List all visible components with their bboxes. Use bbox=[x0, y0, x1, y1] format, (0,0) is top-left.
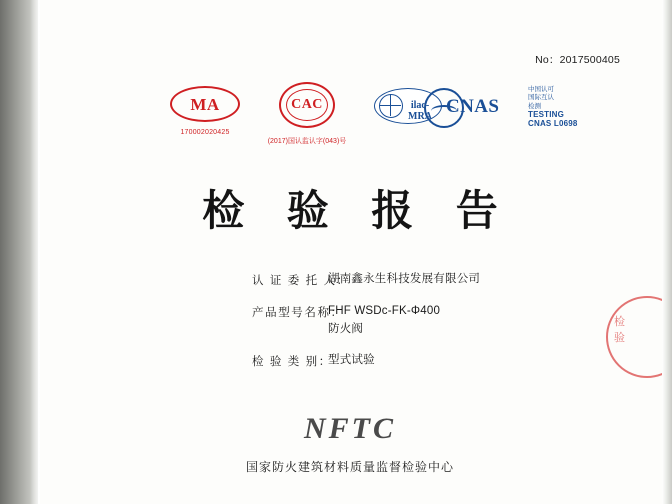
cac-logo bbox=[260, 82, 354, 146]
cac-logo-code: (2017)国认监认字(043)号 bbox=[267, 138, 347, 145]
field-value-product bbox=[328, 304, 572, 337]
field-label-client: 认 证 委 托 人： bbox=[252, 275, 350, 287]
paper-surface bbox=[38, 0, 662, 504]
field-row-product bbox=[252, 304, 572, 337]
page-edge-right bbox=[662, 0, 672, 504]
binding-edge-highlight bbox=[30, 0, 40, 504]
field-value-client: 湖南鑫永生科技发展有限公司 bbox=[328, 273, 481, 285]
seal-line-2: 验 bbox=[614, 332, 626, 344]
field-label-product: 产品型号名称： bbox=[252, 307, 344, 319]
serial-number: No：2017500405 bbox=[535, 54, 620, 66]
page-title: 检 验 报 告 bbox=[202, 189, 514, 235]
field-label-test-type: 检 验 类 别： bbox=[252, 356, 332, 368]
ma-logo bbox=[166, 86, 244, 136]
organization-name: 国家防火建筑材料质量监督检验中心 bbox=[245, 460, 454, 474]
cnas-line-1: 中国认可 bbox=[528, 86, 554, 93]
cac-logo-circle bbox=[279, 82, 335, 128]
seal-line-1: 检 bbox=[614, 316, 626, 328]
cnas-line-2: 国际互认 bbox=[528, 94, 554, 102]
cnas-line-5: CNAS L0698 bbox=[528, 118, 578, 128]
cnas-accreditation-text bbox=[528, 86, 578, 128]
cnas-line-3: 检测 bbox=[528, 102, 541, 110]
field-row-test-type bbox=[252, 353, 572, 369]
cnas-logo-text: CNAS bbox=[446, 96, 500, 117]
seal-text bbox=[614, 314, 658, 346]
field-value-product-model: FHF WSDc-FK-Φ400 bbox=[328, 305, 441, 317]
ma-logo-code: 170002020425 bbox=[180, 129, 230, 136]
report-fields bbox=[252, 272, 572, 385]
certification-logos-row bbox=[38, 78, 662, 144]
brand-logo-text: NFTC bbox=[303, 412, 396, 445]
ma-logo-text: MA bbox=[190, 94, 220, 114]
binding-edge-left bbox=[0, 0, 38, 504]
field-value-test-type: 型式试验 bbox=[328, 354, 375, 366]
ma-logo-ellipse bbox=[170, 86, 240, 122]
field-row-client bbox=[252, 272, 572, 288]
field-value-product-name: 防火阀 bbox=[328, 323, 364, 335]
cnas-line-4: TESTING bbox=[528, 110, 565, 120]
cac-logo-inner-ring bbox=[286, 89, 328, 121]
cac-logo-text: CAC bbox=[291, 97, 323, 112]
ilac-mra-text: ilac-MRA bbox=[408, 100, 432, 122]
